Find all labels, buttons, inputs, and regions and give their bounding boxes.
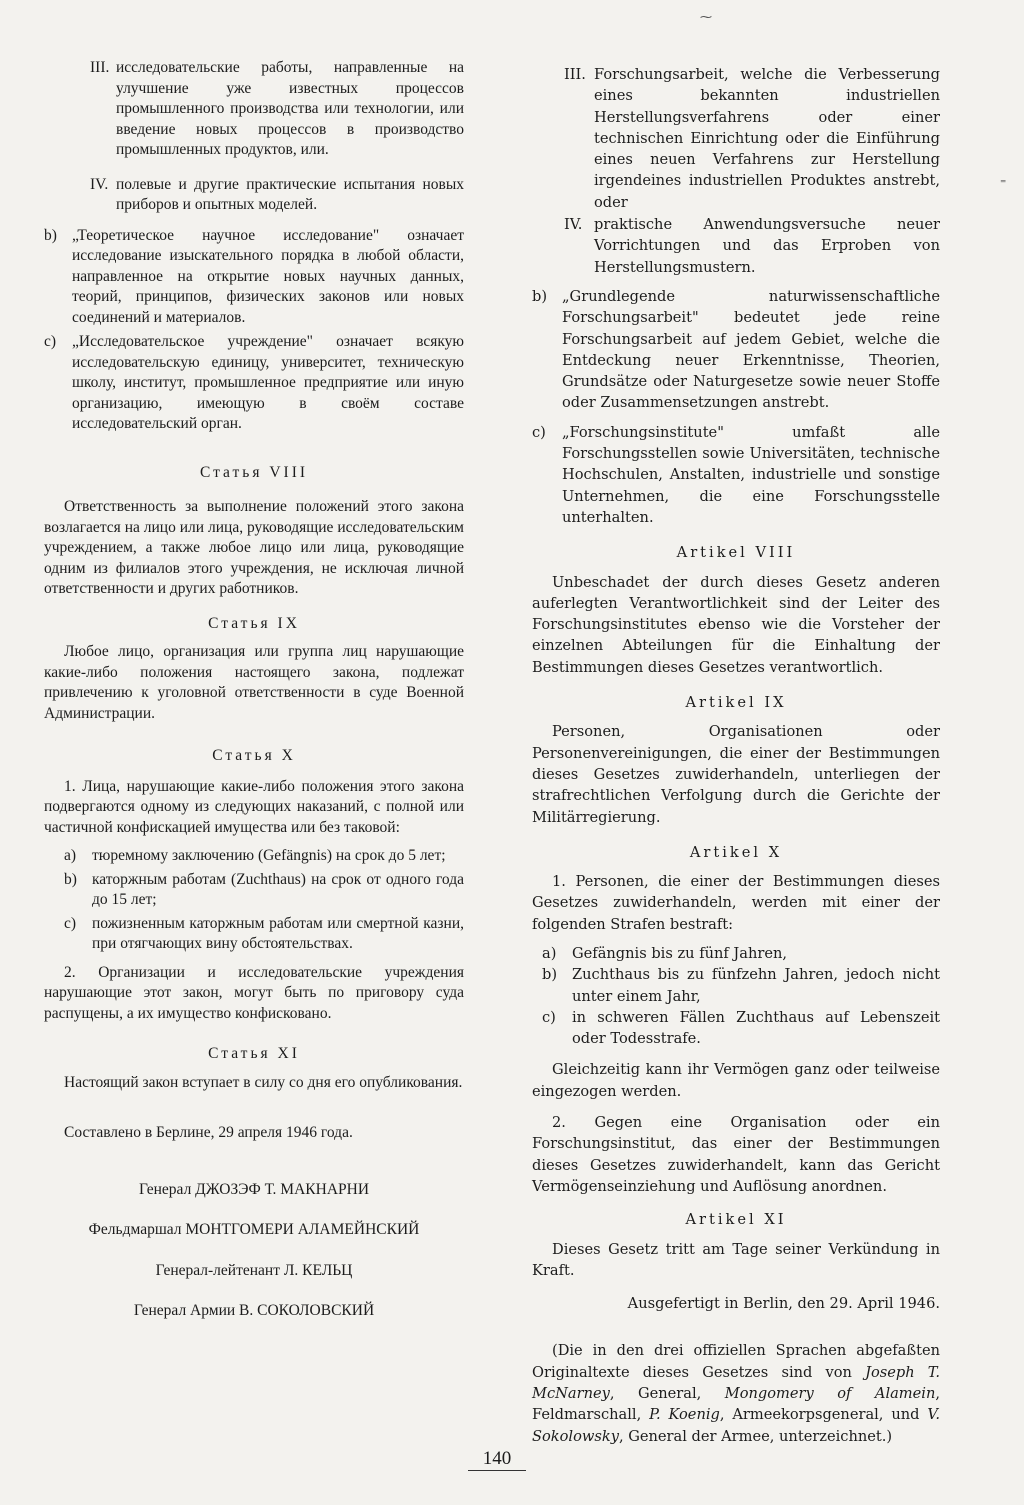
article-heading: Artikel IX bbox=[685, 694, 787, 712]
item-text: praktische Anwendungsversuche neuer Vorrichtungen und das Erproben von Herstellungsmustern. bbox=[594, 216, 940, 276]
item-label: c) bbox=[542, 1008, 556, 1026]
item-text: Forschungsarbeit, welche die Verbesserung eines bekannten industriellen Herstellungsverfahrens oder einer technischen Einrichtung oder die Einführung eines neuen Verfahrens zur Herstellung irgendeines industriellen Produktes anstrebt, oder bbox=[594, 66, 940, 211]
signing-line: Составлено в Берлине, 29 апреля 1946 года. bbox=[64, 1124, 353, 1141]
german-column bbox=[532, 64, 940, 1447]
article-text: Unbeschadet der durch dieses Gesetz anderen auferlegten Verantwortlichkeit sind der Leiter des Forschungsinstitutes ebenso wie die Vorsteher der einzelnen Abteilungen für die Einhaltung der Bestimmungen dieses Gesetzes verantwortlich. bbox=[532, 573, 940, 676]
item-text: „Теоретическое научное исследование" означает исследование изыскательного порядка в любой области, направленное на открытие новых научных данных, теорий, принципов, физических законов или новых соединений и материалов. bbox=[72, 226, 464, 326]
article-heading: Artikel VIII bbox=[676, 544, 796, 562]
article-heading: Статья XI bbox=[208, 1045, 300, 1062]
list-item bbox=[44, 846, 464, 867]
signing-line: Ausgefertigt in Berlin, den 29. April 1946. bbox=[627, 1295, 940, 1313]
signatory-name: Joseph T. McNarney bbox=[532, 1363, 940, 1403]
article-text: 2. Организации и исследовательские учреждения нарушающие этот закон, могут быть по приговору суда распущены, а их имущество конфисковано. bbox=[44, 963, 464, 1022]
scan-speck: ⁼ bbox=[1000, 176, 1007, 190]
item-label: c) bbox=[532, 423, 546, 441]
item-label: b) bbox=[44, 226, 57, 244]
signatory: Фельдмаршал МОНТГОМЕРИ АЛАМЕЙНСКИЙ bbox=[88, 1221, 420, 1238]
article-text: 2. Gegen eine Organisation oder ein Forschungsinstitut, das einer der Bestimmungen dieses Gesetzes zuwiderhandelt, kann das Gericht Vermögenseinziehung und Auflösung anordnen. bbox=[532, 1114, 940, 1195]
article-heading: Статья VIII bbox=[199, 463, 309, 481]
note-text: , Armeekorpsgeneral, und bbox=[719, 1406, 928, 1424]
signatory: Генерал ДЖОЗЭФ Т. МАКНАРНИ bbox=[138, 1180, 370, 1198]
item-text: „Исследовательское учреждение" означает всякую исследовательскую единицу, университет, техническую школу, институт, промышленное предприятие или иную организацию, имеющую в своём составе исследовательский орган. bbox=[72, 333, 464, 432]
list-item bbox=[532, 964, 940, 1007]
list-item bbox=[532, 64, 940, 213]
item-label: IV. bbox=[564, 216, 583, 234]
note-text: (Die in den drei offiziellen Sprachen abgefaßten Originaltexte dieses Gesetzes sind von bbox=[532, 1342, 940, 1381]
article-text: Настоящий закон вступает в силу со дня его опубликования. bbox=[64, 1073, 463, 1091]
item-text: „Forschungsinstitute" umfaßt alle Forschungsstellen sowie Universitäten, technische Hochschulen, Anstalten, industrielle und sonstige Unternehmen, die eine Forschungsstelle unterhalten. bbox=[562, 423, 940, 526]
list-item bbox=[44, 175, 464, 216]
note-text: , Feldmarschall, bbox=[532, 1385, 940, 1424]
signatory-name: Mongomery of Alamein bbox=[724, 1385, 936, 1403]
item-text: полевые и другие практические испытания новых приборов и опытных моделей. bbox=[116, 175, 464, 213]
article-text: Dieses Gesetz tritt am Tage seiner Verkündung in Kraft. bbox=[532, 1240, 940, 1279]
article-text: Ответственность за выполнение положений этого закона возлагается на лицо или лица, руководящие исследовательским учреждением, а также любое лицо или лица, руководящие одним из филиалов этого учреждения, не исключая личной ответственности и других работников. bbox=[44, 498, 464, 597]
item-text: тюремному заключению (Gefängnis) на срок до 5 лет; bbox=[92, 847, 446, 864]
item-label: c) bbox=[64, 914, 77, 932]
item-label: IV. bbox=[90, 175, 109, 193]
list-item bbox=[532, 422, 940, 528]
item-text: исследовательские работы, направленные на улучшение уже известных процессов промышленного производства или технологии, или введение новых процессов в производство промышленных продуктов, или. bbox=[116, 59, 464, 158]
item-label: c) bbox=[44, 333, 57, 350]
list-item bbox=[44, 870, 464, 911]
russian-column bbox=[44, 58, 464, 1322]
item-label: a) bbox=[542, 944, 557, 962]
scan-speck: ⁓ bbox=[700, 10, 712, 24]
list-item bbox=[532, 1007, 940, 1050]
signatory: Генерал-лейтенант Л. КЕЛЬЦ bbox=[155, 1261, 353, 1279]
item-text: каторжным работам (Zuchthaus) на срок от одного года до 15 лет; bbox=[92, 870, 464, 908]
article-heading: Artikel X bbox=[689, 843, 783, 861]
item-label: b) bbox=[64, 870, 77, 888]
list-item bbox=[44, 332, 464, 435]
article-heading: Artikel XI bbox=[685, 1211, 787, 1229]
item-text: Zuchthaus bis zu fünfzehn Jahren, jedoch nicht unter einem Jahr, bbox=[572, 966, 940, 1005]
signatory-name: P. Koenig bbox=[649, 1406, 720, 1424]
item-text: пожизненным каторжным работам или смертной казни, при отягчающих вину обстоятельствах. bbox=[92, 914, 464, 952]
note-text: , General, bbox=[609, 1385, 725, 1403]
list-item bbox=[532, 943, 940, 964]
note-text: , General der Armee, unterzeichnet.) bbox=[618, 1427, 893, 1445]
item-label: b) bbox=[542, 966, 558, 984]
item-label: b) bbox=[532, 287, 548, 305]
item-text: in schweren Fällen Zuchthaus auf Lebenszeit oder Todesstrafe. bbox=[572, 1008, 940, 1048]
signatory-name: V. Sokolowsky bbox=[532, 1406, 940, 1445]
article-heading: Статья IX bbox=[208, 614, 300, 632]
signatories-note bbox=[532, 1340, 940, 1446]
article-text: 1. Лица, нарушающие какие-либо положения этого закона подвергаются одному из следующих наказаний, с полной или частичной конфискацией имущества или без таковой: bbox=[44, 777, 464, 836]
list-item bbox=[44, 914, 464, 955]
article-text: Gleichzeitig kann ihr Vermögen ganz oder teilweise eingezogen werden. bbox=[532, 1061, 940, 1100]
article-heading: Статья X bbox=[212, 747, 296, 764]
list-item bbox=[44, 226, 464, 329]
article-text: Personen, Organisationen oder Personenvereinigungen, die einer der Bestimmungen dieses Gesetzes zuwiderhandeln, unterliegen der strafrechtlichen Verfolgung durch die Gerichte der Militärregierung. bbox=[532, 723, 940, 826]
page-number: 140 bbox=[468, 1448, 526, 1471]
item-text: Gefängnis bis zu fünf Jahren, bbox=[572, 944, 788, 962]
item-text: „Grundlegende naturwissenschaftliche Forschungsarbeit" bedeutet jede reine Forschungsarbeit auf jedem Gebiet, welche die Entdeckung neuer Erkenntnisse, Theorien, Grundsätze oder Naturgesetze sowie neuer Stoffe oder Zusammensetzungen anstrebt. bbox=[562, 287, 940, 412]
list-item bbox=[532, 286, 940, 414]
item-label: III. bbox=[90, 59, 110, 76]
list-item bbox=[44, 58, 464, 161]
item-label: III. bbox=[564, 66, 586, 83]
article-text: Любое лицо, организация или группа лиц нарушающие какие-либо положения настоящего закона, подлежат привлечению к уголовной ответственности в суде Военной Администрации. bbox=[44, 643, 464, 722]
article-text: 1. Personen, die einer der Bestimmungen dieses Gesetzes zuwiderhandeln, werden mit einer der folgenden Strafen bestraft: bbox=[532, 873, 940, 933]
item-label: a) bbox=[64, 847, 77, 864]
signatory: Генерал Армии В. СОКОЛОВСКИЙ bbox=[133, 1302, 375, 1319]
list-item bbox=[532, 214, 940, 278]
